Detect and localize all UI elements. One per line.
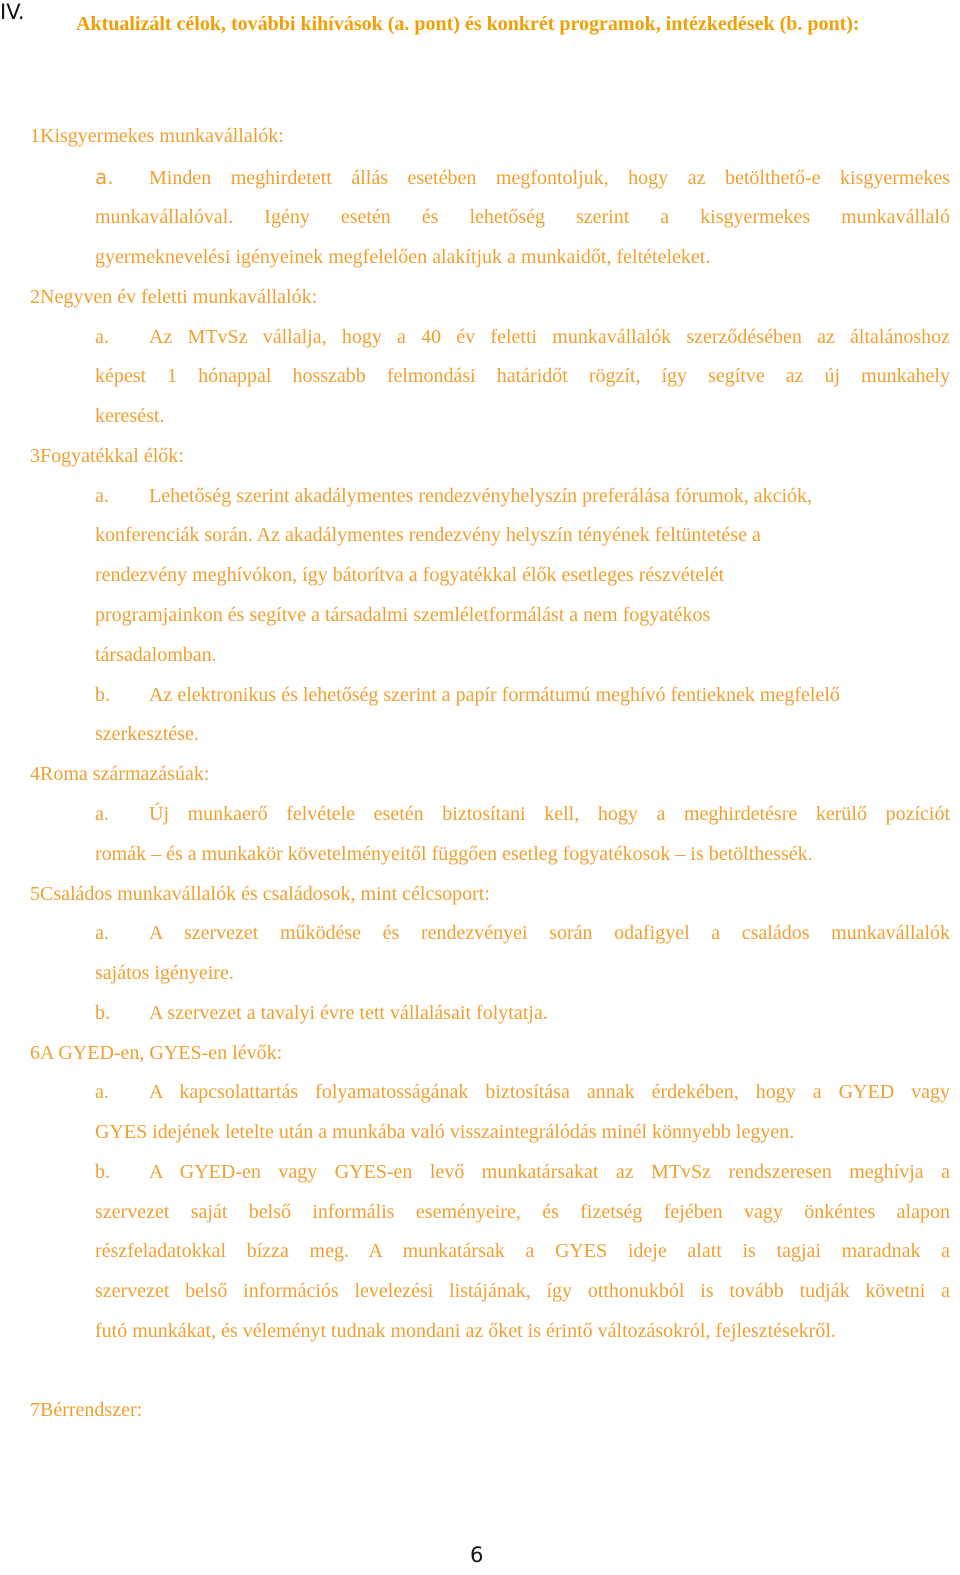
group-heading-1 [30,124,284,148]
item-text-line: konferenciák során. Az akadálymentes rendezvény helyszín tényének feltüntetése a [95,524,761,546]
group-heading-2 [30,285,317,309]
list-item-3b [95,683,840,707]
item-text-line: Minden meghirdetett állás esetében megfontoljuk, hogy az betölthető-e kisgyermekes [149,167,950,189]
item-text-line: romák – és a munkakör követelményeitől függően esetleg fogyatékosok – is betölthessék. [95,843,813,865]
item-marker: a. [95,803,109,825]
page-number: 6 [470,1543,484,1567]
list-item-1a [95,165,950,190]
item-text-line: programjainkon és segítve a társadalmi szemléletformálást a nem fogyatékos [95,604,711,626]
group-heading-4 [30,762,209,786]
item-text-line: A szervezet a tavalyi évre tett vállalásait folytatja. [149,1002,548,1024]
item-text-line: A GYED-en vagy GYES-en levő munkatársakat az MTvSz rendszeresen meghívja a [149,1161,950,1183]
group-label: Családos munkavállalók és családosok, mint célcsoport: [40,883,490,905]
group-number: 2 [30,286,40,308]
item-marker: b. [95,1161,110,1183]
group-label: Fogyatékkal élők: [40,445,184,467]
group-heading-5 [30,882,490,906]
group-number: 1 [30,125,40,147]
item-text-line: Lehetőség szerint akadálymentes rendezvényhelyszín preferálása fórumok, akciók, [149,485,813,507]
item-text-line: A kapcsolattartás folyamatosságának biztosítása annak érdekében, hogy a GYED vagy [149,1081,950,1103]
item-marker: a. [95,485,109,507]
group-label: Roma származásúak: [40,763,210,785]
item-text-line: Az elektronikus és lehetőség szerint a papír formátumú meghívó fentieknek megfelelő [149,684,840,706]
item-text-line: Új munkaerő felvétele esetén biztosítani kell, hogy a meghirdetésre kerülő pozíciót [149,803,950,825]
group-heading-7 [30,1398,142,1422]
group-number: 3 [30,445,40,467]
item-marker: a. [95,326,109,348]
item-text-line: munkavállalóval. Igény esetén és lehetőség szerint a kisgyermekes munkavállaló [95,206,950,228]
item-text-line: A szervezet működése és rendezvényei során odafigyel a családos munkavállalók [149,922,950,944]
section-roman-numeral: IV. [0,0,25,24]
group-label: Bérrendszer: [40,1399,143,1421]
item-marker: a. [95,1081,109,1103]
list-item-5b [95,1001,548,1025]
item-marker: b. [95,684,110,706]
item-text-line: szerkesztése. [95,723,199,745]
group-heading-6 [30,1041,282,1065]
list-item-6a [95,1080,950,1104]
list-item-4a [95,802,950,826]
group-heading-3 [30,444,184,468]
item-text-line: sajátos igényeire. [95,962,234,984]
item-text-line: gyermeknevelési igényeinek megfelelően alakítjuk a munkaidőt, feltételeket. [95,246,711,268]
group-label: Kisgyermekes munkavállalók: [40,125,284,147]
group-number: 5 [30,883,40,905]
list-item-2a [95,325,950,349]
item-text-line: keresést. [95,405,165,427]
group-label: Negyven év feletti munkavállalók: [40,286,318,308]
item-text-line: szervezet belső információs levelezési listájának, így otthonukból is tovább tudják követni a [95,1280,950,1302]
group-number: 7 [30,1399,40,1421]
item-text-line: társadalomban. [95,644,217,666]
item-text-line: rendezvény meghívókon, így bátorítva a fogyatékkal élők esetleges részvételét [95,564,725,586]
list-item-5a [95,921,950,945]
section-heading: Aktualizált célok, további kihívások (a. pont) és konkrét programok, intézkedések (b. pont): [76,13,860,35]
item-marker: a. [95,165,114,189]
item-text-line: Az MTvSz vállalja, hogy a 40 év feletti munkavállalók szerződésében az általánoshoz [149,326,950,348]
item-text-line: GYES idejének letelte után a munkába való visszaintegrálódás minél könnyebb legyen. [95,1121,795,1143]
item-marker: a. [95,922,109,944]
group-number: 6 [30,1042,40,1064]
item-text-line: szervezet saját belső informális eseményeire, és fizetség fejében vagy önkéntes alapon [95,1201,950,1223]
group-label: A GYED-en, GYES-en lévők: [40,1042,283,1064]
list-item-6b [95,1160,950,1184]
item-text-line: futó munkákat, és véleményt tudnak mondani az őket is érintő változásokról, fejlesztésekről. [95,1320,836,1342]
list-item-3a [95,484,812,508]
item-marker: b. [95,1002,110,1024]
item-text-line: képest 1 hónappal hosszabb felmondási határidőt rögzít, így segítve az új munkahely [95,365,950,387]
group-number: 4 [30,763,40,785]
item-text-line: részfeladatokkal bízza meg. A munkatársak a GYES ideje alatt is tagjai maradnak a [95,1240,950,1262]
